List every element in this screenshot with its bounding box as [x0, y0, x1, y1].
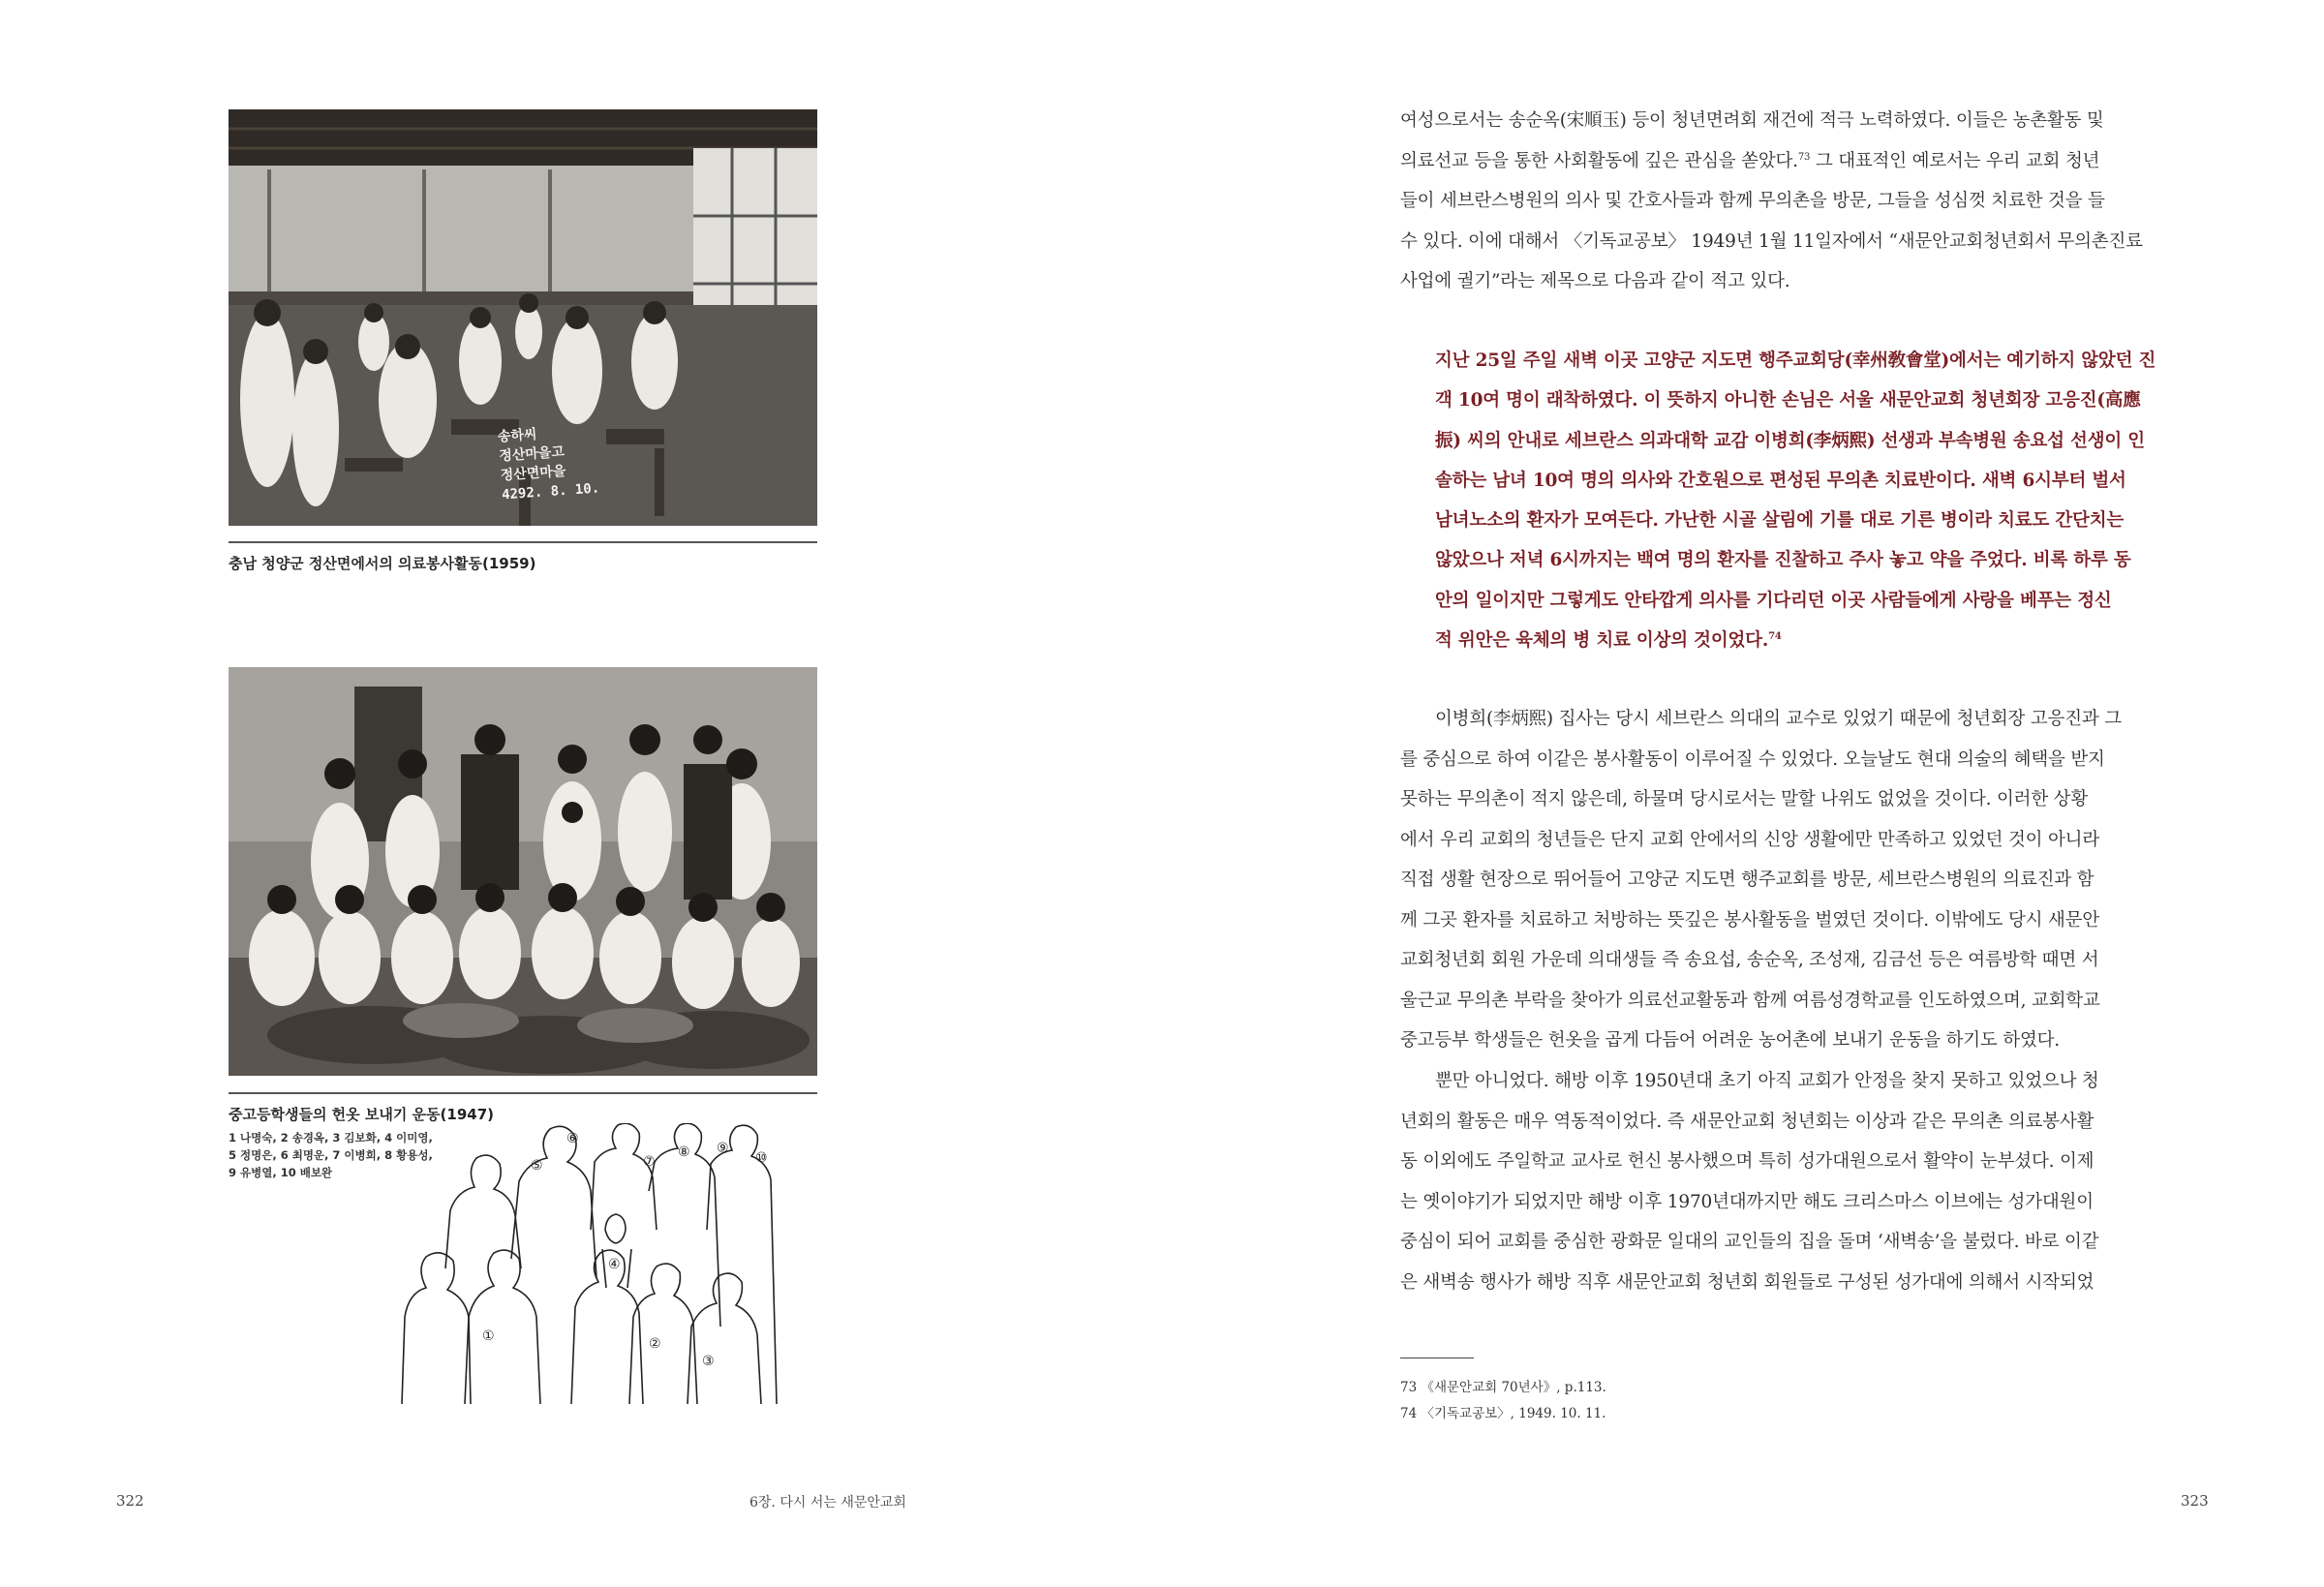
- marker-10: ⑩: [755, 1150, 768, 1166]
- quote-line: 솔하는 남녀 10여 명의 의사와 간호원으로 편성된 무의촌 치료반이다. 새벽 6시부터 벌서: [1435, 470, 2126, 491]
- name-list-line: 5 정명은, 6 최명운, 7 이병희, 8 황용성,: [229, 1148, 433, 1162]
- text-line: 은 새벽송 행사가 해방 직후 새문안교회 청년회 회원들로 구성된 성가대에 의해서 시작되었: [1400, 1271, 2095, 1293]
- photo-inscription-line: 송하씨: [497, 426, 538, 445]
- text-line: 교회청년회 회원 가운데 의대생들 즉 송요섭, 송순옥, 조성재, 김금선 등은 여름방학 때면 서: [1400, 950, 2099, 970]
- photo2-caption: 중고등학생들의 헌옷 보내기 운동(1947): [229, 1106, 494, 1123]
- footnote-73: 73 《새문안교회 70년사》, p.113.: [1400, 1380, 1606, 1395]
- text-line: 사업에 궐기”라는 제목으로 다음과 같이 적고 있다.: [1400, 271, 1790, 291]
- block-quote: [1435, 341, 2214, 660]
- photo-inscription-line: 4292. 8. 10.: [501, 480, 600, 504]
- text-line: 수 있다. 이에 대해서 〈기독교공보〉 1949년 1월 11일자에서 “새문안교회청년회서 무의촌진료: [1400, 230, 2143, 252]
- text-line: 는 옛이야기가 되었지만 해방 이후 1970년대까지만 해도 크리스마스 이브에는 성가대원이: [1400, 1191, 2094, 1212]
- text-line: 직접 생활 현장으로 뛰어들어 고양군 지도면 행주교회를 방문, 세브란스병원의 의료진과 함: [1400, 870, 2095, 890]
- footnotes: [1400, 1375, 2175, 1427]
- caption-rule: [229, 541, 817, 543]
- text-line: 못하는 무의촌이 적지 않은데, 하물며 당시로서는 말할 나위도 없었을 것이다. 이러한 상황: [1400, 789, 2089, 809]
- page-number-right: 323: [2181, 1492, 2209, 1510]
- text-line: 동 이외에도 주일학교 교사로 헌신 봉사했으며 특히 성가대원으로서 활약이 눈부셨다. 이제: [1400, 1151, 2095, 1172]
- running-head: 6장. 다시 서는 새문안교회: [749, 1495, 906, 1511]
- photo-medical-volunteer: [229, 109, 817, 526]
- marker-6: ⑥: [566, 1131, 579, 1146]
- text-line: 의료선교 등을 통한 사회활동에 깊은 관심을 쏟았다.$^{73}$ 그 대표적인 예로서는 우리 교회 청년: [1400, 150, 2100, 171]
- text-line: 이병희(李炳熙) 집사는 당시 세브란스 의대의 교수로 있었기 때문에 청년회장 고응진과 그: [1435, 709, 2122, 729]
- marker-2: ②: [649, 1336, 661, 1352]
- photo-inscription-line: 정산면마을: [500, 463, 566, 484]
- quote-line: 지난 25일 주일 새벽 이곳 고양군 지도면 행주교회당(幸州敎會堂)에서는 예기하지 않았던 진: [1435, 351, 2156, 371]
- paragraph-2: [1400, 699, 2214, 1061]
- text-line: 들이 세브란스병원의 의사 및 간호사들과 함께 무의촌을 방문, 그들을 성심껏 치료한 것을 들: [1400, 191, 2105, 211]
- marker-1: ①: [482, 1328, 495, 1344]
- quote-line: 객 10여 명이 래착하였다. 이 뜻하지 아니한 손님은 서울 새문안교회 청년회장 고응진(高應: [1435, 390, 2141, 412]
- footnote-ref-73[interactable]: 73: [1797, 151, 1811, 163]
- text-line: 중고등부 학생들은 헌옷을 곱게 다듬어 어려운 농어촌에 보내기 운동을 하기도 하였다.: [1400, 1030, 2060, 1051]
- paragraph-3: [1400, 1061, 2214, 1302]
- marker-7: ⑦: [643, 1154, 656, 1170]
- quote-line: 振) 씨의 안내로 세브란스 의과대학 교감 이병희(李炳熙) 선생과 부속병원 송요섭 선생이 인: [1435, 430, 2145, 451]
- page-number-left: 322: [116, 1492, 144, 1510]
- text-line: 께 그곳 환자를 치료하고 처방하는 뜻깊은 봉사활동을 벌였던 것이다. 이밖에도 당시 새문안: [1400, 909, 2099, 931]
- photo-clothing-drive: [229, 667, 817, 1076]
- quote-line: 않았으나 저녁 6시까지는 백여 명의 환자를 진찰하고 주사 놓고 약을 주었다. 비록 하루 동: [1435, 550, 2131, 571]
- marker-5: ⑤: [531, 1158, 543, 1174]
- footnote-74: 74 〈기독교공보〉, 1949. 10. 11.: [1400, 1406, 1606, 1421]
- marker-8: ⑧: [678, 1144, 690, 1160]
- text-line: 에서 우리 교회의 청년들은 단지 교회 안에서의 신앙 생활에만 만족하고 있었던 것이 아니라: [1400, 829, 2099, 850]
- marker-9: ⑨: [717, 1141, 729, 1156]
- marker-3: ③: [702, 1354, 715, 1369]
- caption-rule: [229, 1092, 817, 1094]
- text-line: 뿐만 아니었다. 해방 이후 1950년대 초기 아직 교회가 안정을 찾지 못하고 있었으나 청: [1435, 1071, 2099, 1091]
- paragraph-1: [1400, 101, 2214, 302]
- name-list-line: 9 유병열, 10 배보완: [229, 1166, 333, 1179]
- quote-line: 안의 일이지만 그렇게도 안타깝게 의사를 기다리던 이곳 사람들에게 사랑을 베푸는 정신: [1435, 590, 2112, 611]
- text-line: 년회의 활동은 매우 역동적이었다. 즉 새문안교회 청년회는 이상과 같은 무의촌 의료봉사활: [1400, 1111, 2095, 1132]
- text-line: 중심이 되어 교회를 중심한 광화문 일대의 교인들의 집을 돌며 ‘새벽송’을 불렀다. 바로 이같: [1400, 1232, 2099, 1252]
- marker-4: ④: [608, 1257, 621, 1272]
- name-list-line: 1 나명숙, 2 송경옥, 3 김보화, 4 이미영,: [229, 1131, 433, 1144]
- text-line: 를 중심으로 하여 이같은 봉사활동이 이루어질 수 있었다. 오늘날도 현대 의술의 혜택을 받지: [1400, 748, 2105, 770]
- quote-line: 남녀노소의 환자가 모여든다. 가난한 시골 살림에 기를 대로 기른 병이라 치료도 간단치는: [1435, 510, 2125, 532]
- photo1-caption: 충남 청양군 정산면에서의 의료봉사활동(1959): [229, 555, 536, 572]
- text-line: 울근교 무의촌 부락을 찾아가 의료선교활동과 함께 여름성경학교를 인도하였으며, 교회학교: [1400, 990, 2100, 1011]
- text-line: 여성으로서는 송순옥(宋順玉) 등이 청년면려회 재건에 적극 노력하였다. 이들은 농촌활동 및: [1400, 110, 2104, 131]
- photo-inscription-line: 정산마을고: [498, 443, 566, 465]
- footnote-ref-74[interactable]: 74: [1768, 630, 1782, 642]
- quote-line: 적 위안은 육체의 병 치료 이상의 것이었다.$^{74}$: [1435, 630, 1782, 652]
- silhouette-key-diagram: [387, 1123, 833, 1404]
